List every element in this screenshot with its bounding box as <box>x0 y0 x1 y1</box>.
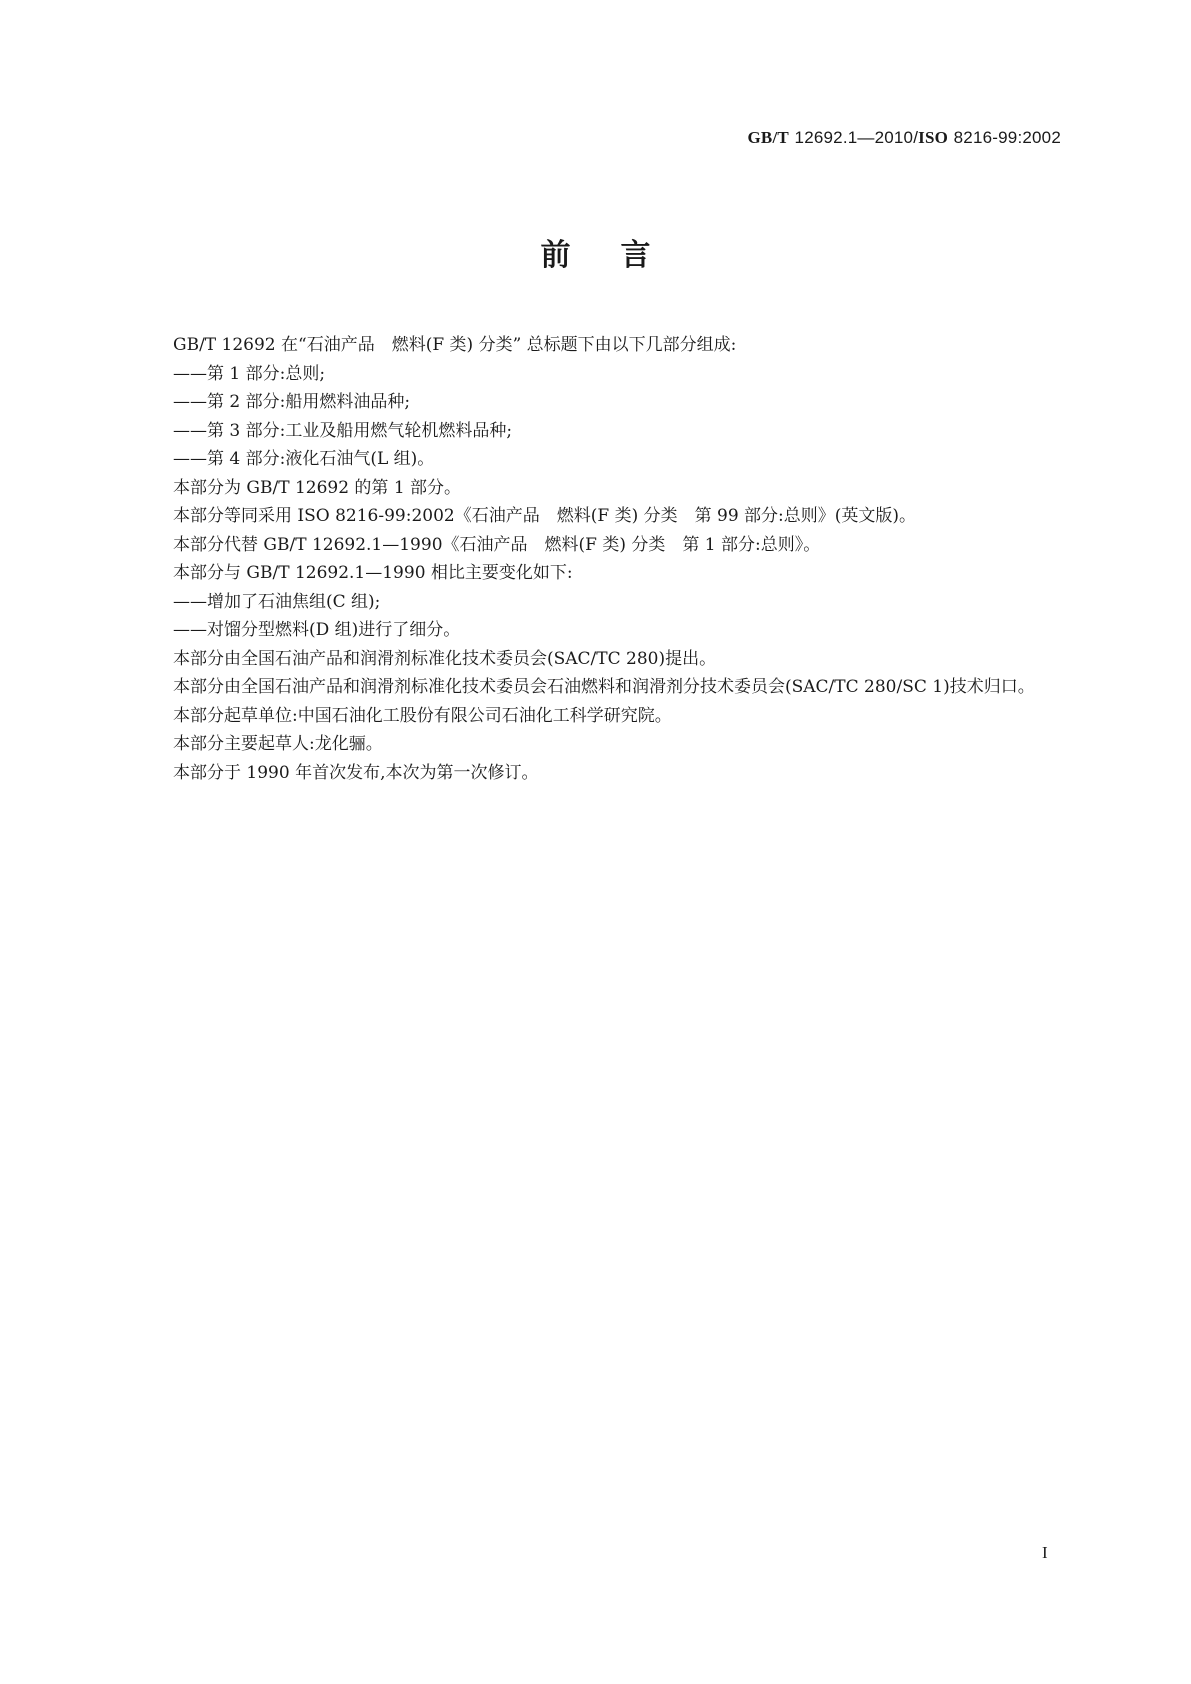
iso-prefix: ISO <box>918 128 949 147</box>
list-item: ——第 3 部分:工业及船用燃气轮机燃料品种; <box>173 420 513 441</box>
paragraph: 本部分与 GB/T 12692.1—1990 相比主要变化如下: <box>173 563 573 583</box>
standard-code-header <box>748 128 1062 148</box>
standard-number: 12692.1—2010/ <box>794 128 919 147</box>
list-item: ——第 4 部分:液化石油气(L 组)。 <box>173 449 435 469</box>
iso-number: 8216-99:2002 <box>953 128 1061 147</box>
list-item: ——第 1 部分:总则; <box>173 363 326 384</box>
paragraph: 本部分代替 GB/T 12692.1—1990《石油产品 燃料(F 类) 分类 第 1 部分:总则》。 <box>173 534 821 555</box>
paragraph: 本部分主要起草人:龙化骊。 <box>173 734 383 754</box>
page-number: I <box>1042 1543 1048 1562</box>
list-item: ——增加了石油焦组(C 组); <box>173 591 381 612</box>
page-title: 前言 <box>540 238 701 273</box>
paragraph: 本部分等同采用 ISO 8216-99:2002《石油产品 燃料(F 类) 分类 第 99 部分:总则》(英文版)。 <box>173 506 917 526</box>
paragraph: 本部分起草单位:中国石油化工股份有限公司石油化工科学研究院。 <box>173 705 672 726</box>
paragraph: GB/T 12692 在“石油产品 燃料(F 类) 分类” 总标题下由以下几部分组成: <box>173 335 737 355</box>
paragraph: 本部分于 1990 年首次发布,本次为第一次修订。 <box>173 762 539 783</box>
list-item: ——第 2 部分:船用燃料油品种; <box>173 392 411 412</box>
foreword-body <box>138 331 1063 787</box>
paragraph: 本部分为 GB/T 12692 的第 1 部分。 <box>173 477 462 498</box>
list-item: ——对馏分型燃料(D 组)进行了细分。 <box>173 620 461 640</box>
standard-prefix: GB/T <box>747 128 789 147</box>
paragraph: 本部分由全国石油产品和润滑剂标准化技术委员会石油燃料和润滑剂分技术委员会(SAC/TC 280/SC 1)技术归口。 <box>173 677 1035 697</box>
paragraph: 本部分由全国石油产品和润滑剂标准化技术委员会(SAC/TC 280)提出。 <box>173 648 717 669</box>
